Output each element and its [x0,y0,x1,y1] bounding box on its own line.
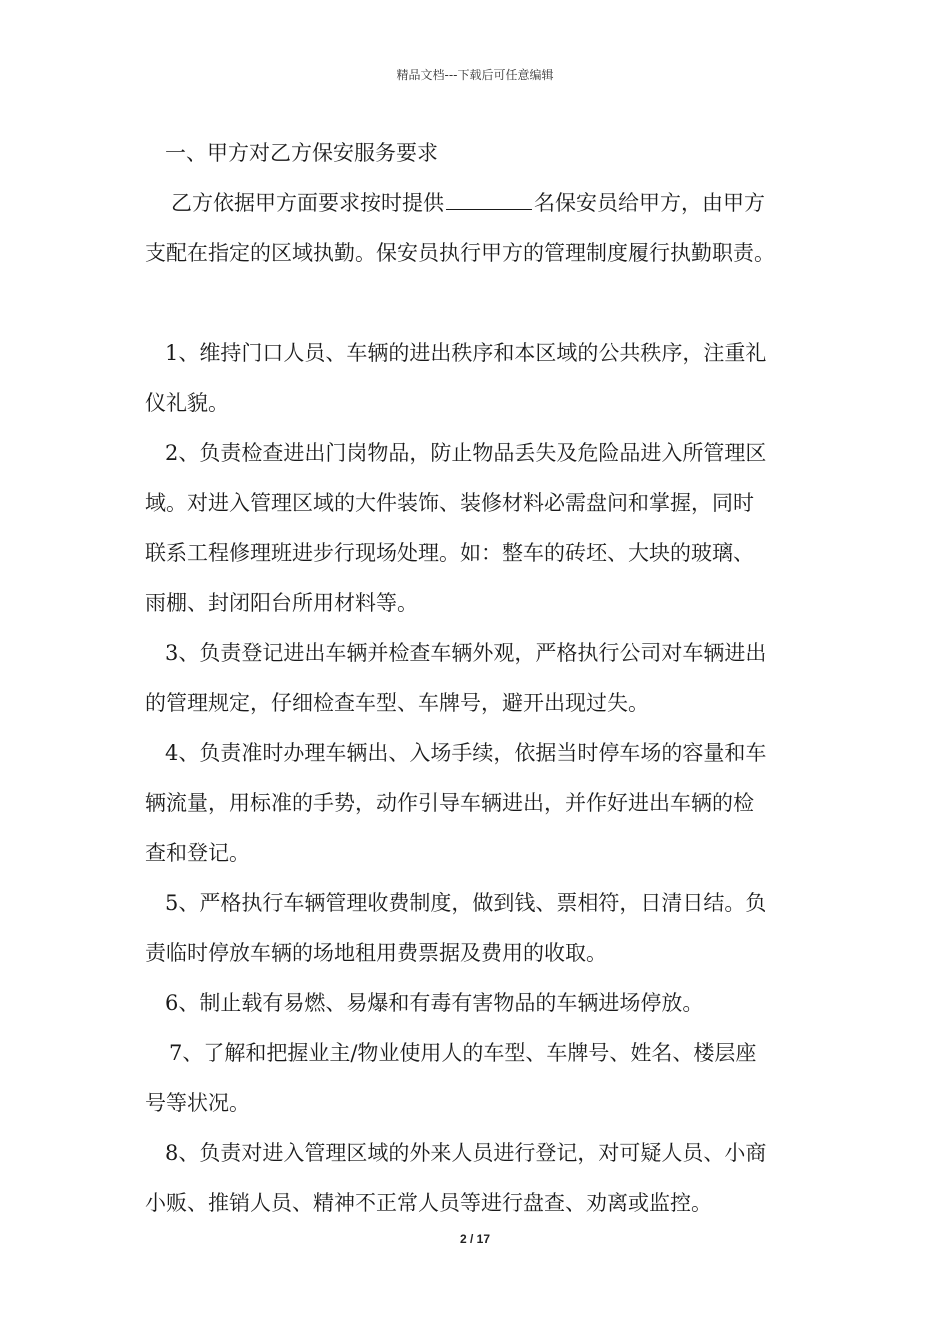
duty-item [145,328,825,428]
duty-item-line: 8、负责对进入管理区域的外来人员进行登记，对可疑人员、小商 [165,1141,767,1165]
duty-item-line: 仪礼貌。 [145,391,229,415]
duty-item-line: 号等状况。 [145,1091,250,1115]
duty-item-line: 雨棚、封闭阳台所用材料等。 [145,591,418,615]
intro-text-after-blank: 名保安员给甲方，由甲方 [534,191,765,215]
duty-item-line: 2、负责检查进出门岗物品，防止物品丢失及危险品进入所管理区 [165,441,767,465]
duty-item-line: 辆流量，用标准的手势，动作引导车辆进出，并作好进出车辆的检 [145,791,754,815]
duty-item-line: 6、制止载有易燃、易爆和有毒有害物品的车辆进场停放。 [165,991,704,1015]
document-body [145,128,825,1228]
duty-item-line: 小贩、推销人员、精神不正常人员等进行盘查、劝离或监控。 [145,1191,712,1215]
duty-item-line: 1、维持门口人员、车辆的进出秩序和本区域的公共秩序，注重礼 [165,341,767,365]
duty-item-line: 5、严格执行车辆管理收费制度，做到钱、票相符，日清日结。负 [165,891,767,915]
duty-item-line: 域。对进入管理区域的大件装饰、装修材料必需盘问和掌握，同时 [145,491,754,515]
duty-item [145,728,825,878]
intro-text-before-blank: 乙方依据甲方面要求按时提供 [171,191,444,215]
duty-item [145,878,825,978]
duty-item-line: 责临时停放车辆的场地租用费票据及费用的收取。 [145,941,607,965]
intro-line-1 [145,178,825,228]
page-number: 2 / 17 [459,1232,491,1246]
duty-item [145,628,825,728]
duty-item-line: 查和登记。 [145,841,250,865]
duty-item-line: 7、了解和把握业主/物业使用人的车型、车牌号、姓名、楼层座 [169,1041,757,1065]
paragraph-spacer [145,278,825,328]
duty-list [145,328,825,1228]
duty-item [145,1028,825,1128]
duty-item-line: 3、负责登记进出车辆并检查车辆外观，严格执行公司对车辆进出 [165,641,767,665]
document-header: 精品文档---下载后可任意编辑 [396,68,554,82]
intro-line-2: 支配在指定的区域执勤。保安员执行甲方的管理制度履行执勤职责。 [145,241,775,265]
fill-in-blank [446,189,532,210]
duty-item-line: 联系工程修理班进步行现场处理。如：整车的砖坯、大块的玻璃、 [145,541,754,565]
section-title: 一、甲方对乙方保安服务要求 [165,141,438,165]
duty-item-line: 4、负责准时办理车辆出、入场手续，依据当时停车场的容量和车 [165,741,767,765]
duty-item [145,428,825,628]
duty-item-line: 的管理规定，仔细检查车型、车牌号，避开出现过失。 [145,691,649,715]
duty-item [145,978,825,1028]
duty-item [145,1128,825,1228]
